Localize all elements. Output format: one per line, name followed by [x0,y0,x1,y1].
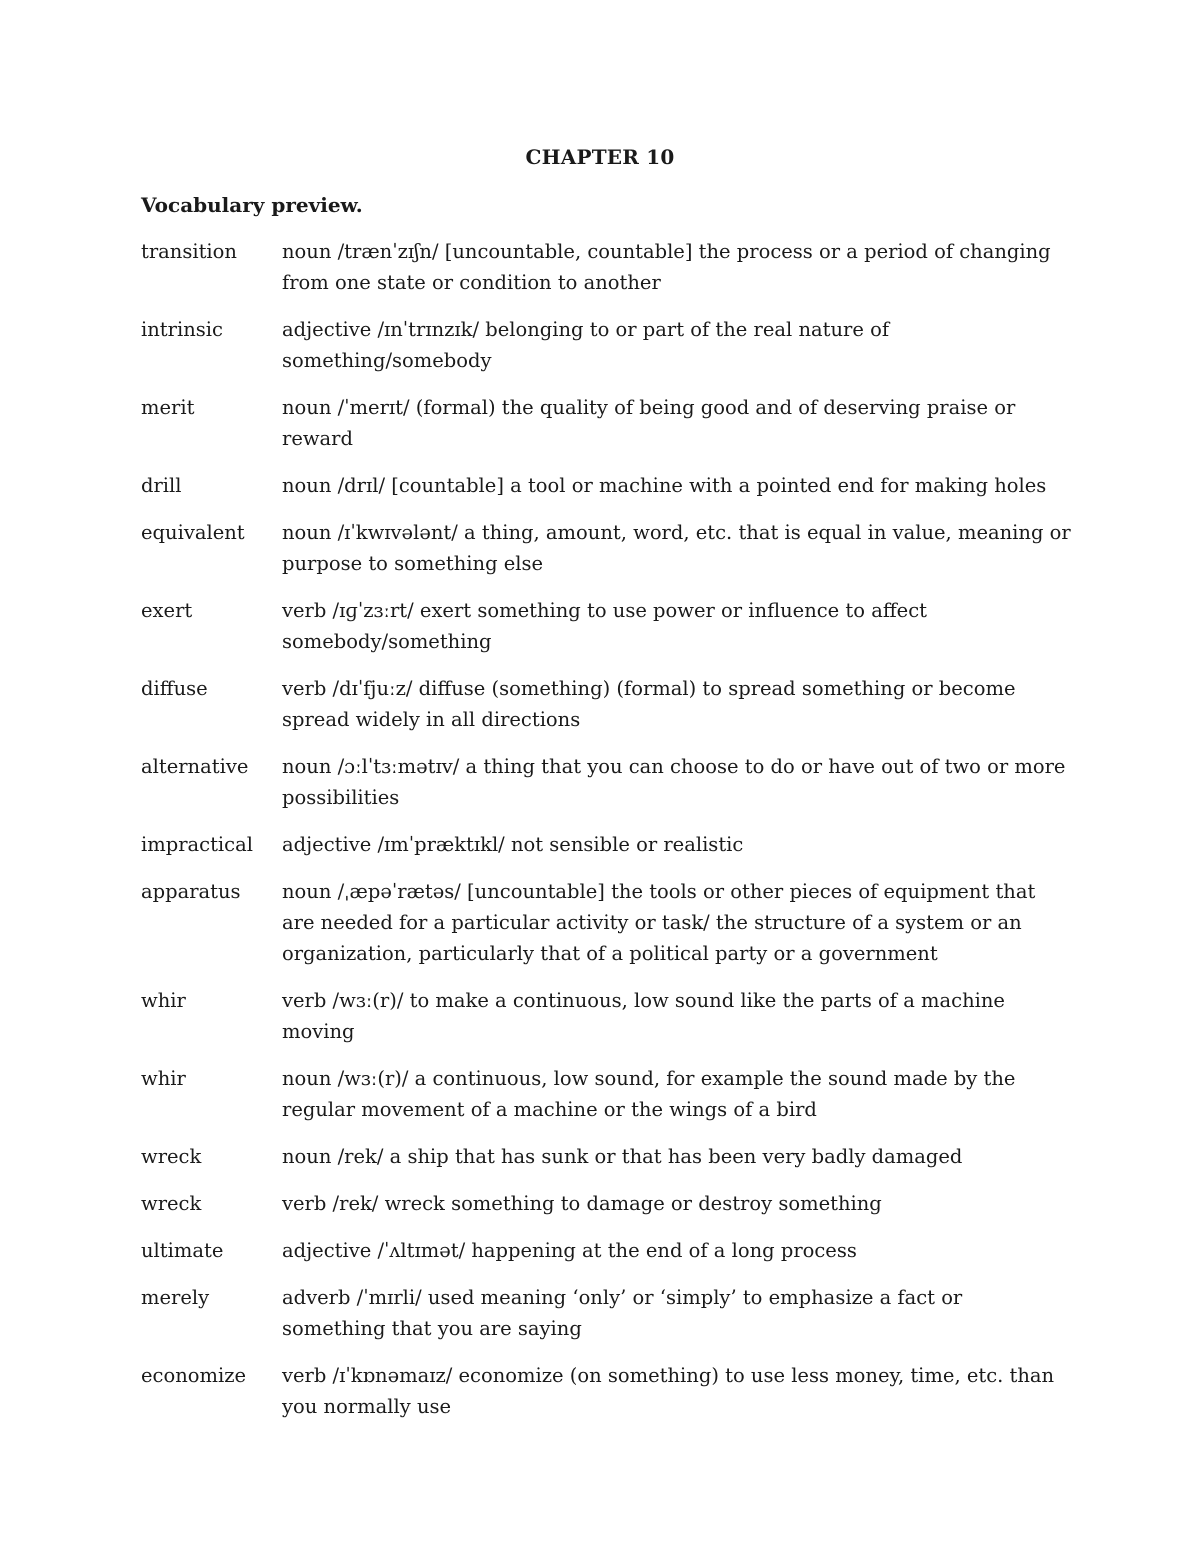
vocab-definition: adjective /ɪmˈpræktɪkl/ not sensible or realistic [282,833,744,856]
vocab-term: ultimate [141,1239,224,1262]
vocab-definition: adjective /ˈʌltɪmət/ happening at the end of a long process [282,1239,857,1262]
vocab-term: impractical [141,833,253,856]
vocab-entry [141,876,1071,969]
vocab-term: merely [141,1286,210,1309]
vocab-term: transition [141,240,237,263]
vocab-entry [141,595,1071,657]
vocab-entry [141,1235,1071,1266]
vocab-entry [141,470,1071,501]
vocab-term: intrinsic [141,318,223,341]
vocab-entry [141,1360,1071,1422]
vocab-definition: verb /ɪˈkɒnəmaɪz/ economize (on something) to use less money, time, etc. than you normally use [282,1364,1055,1418]
chapter-title: CHAPTER 10 [525,145,675,169]
vocab-term: whir [141,989,186,1012]
vocab-term: equivalent [141,521,245,544]
vocabulary-list [141,236,1071,1438]
vocab-definition: noun /ˌæpəˈrætəs/ [uncountable] the tools or other pieces of equipment that are needed for a particular activity or task/ the structure of a system or an organization, particularly that of a political party or a government [282,880,1036,965]
vocab-entry [141,829,1071,860]
vocab-definition: noun /ɔːlˈtɜːmətɪv/ a thing that you can choose to do or have out of two or more possibilities [282,755,1066,809]
vocab-term: wreck [141,1145,202,1168]
vocab-entry [141,751,1071,813]
vocab-entry [141,1063,1071,1125]
vocab-definition: noun /drɪl/ [countable] a tool or machine with a pointed end for making holes [282,474,1047,497]
vocab-entry [141,236,1071,298]
vocab-definition: verb /wɜː(r)/ to make a continuous, low sound like the parts of a machine moving [282,989,1005,1043]
vocab-definition: noun /ɪˈkwɪvələnt/ a thing, amount, word, etc. that is equal in value, meaning or purpose to something else [282,521,1071,575]
vocab-term: alternative [141,755,249,778]
vocab-entry [141,392,1071,454]
vocab-definition: noun /wɜː(r)/ a continuous, low sound, for example the sound made by the regular movement of a machine or the wings of a bird [282,1067,1016,1121]
vocab-term: economize [141,1364,247,1387]
vocab-definition: noun /ˈmerɪt/ (formal) the quality of being good and of deserving praise or reward [282,396,1016,450]
vocab-entry [141,314,1071,376]
section-heading: Vocabulary preview. [141,193,363,217]
vocab-entry [141,985,1071,1047]
vocab-entry [141,1282,1071,1344]
vocab-entry [141,1188,1071,1219]
vocab-term: merit [141,396,195,419]
vocab-definition: noun /rek/ a ship that has sunk or that has been very badly damaged [282,1145,963,1168]
vocab-term: diffuse [141,677,208,700]
vocab-definition: verb /rek/ wreck something to damage or destroy something [282,1192,882,1215]
vocab-term: drill [141,474,182,497]
vocab-entry [141,673,1071,735]
vocab-term: apparatus [141,880,241,903]
vocab-entry [141,1141,1071,1172]
vocab-term: whir [141,1067,186,1090]
vocab-definition: adjective /ɪnˈtrɪnzɪk/ belonging to or part of the real nature of something/somebody [282,318,890,372]
vocab-term: wreck [141,1192,202,1215]
vocab-definition: adverb /ˈmɪrli/ used meaning ‘only’ or ‘simply’ to emphasize a fact or something that you are saying [282,1286,963,1340]
vocab-entry [141,517,1071,579]
vocab-definition: verb /ɪɡˈzɜːrt/ exert something to use power or influence to affect somebody/something [282,599,927,653]
vocab-definition: verb /dɪˈfjuːz/ diffuse (something) (formal) to spread something or become spread widely in all directions [282,677,1016,731]
vocab-definition: noun /trænˈzɪʃn/ [uncountable, countable] the process or a period of changing from one state or condition to another [282,240,1051,294]
vocab-term: exert [141,599,193,622]
